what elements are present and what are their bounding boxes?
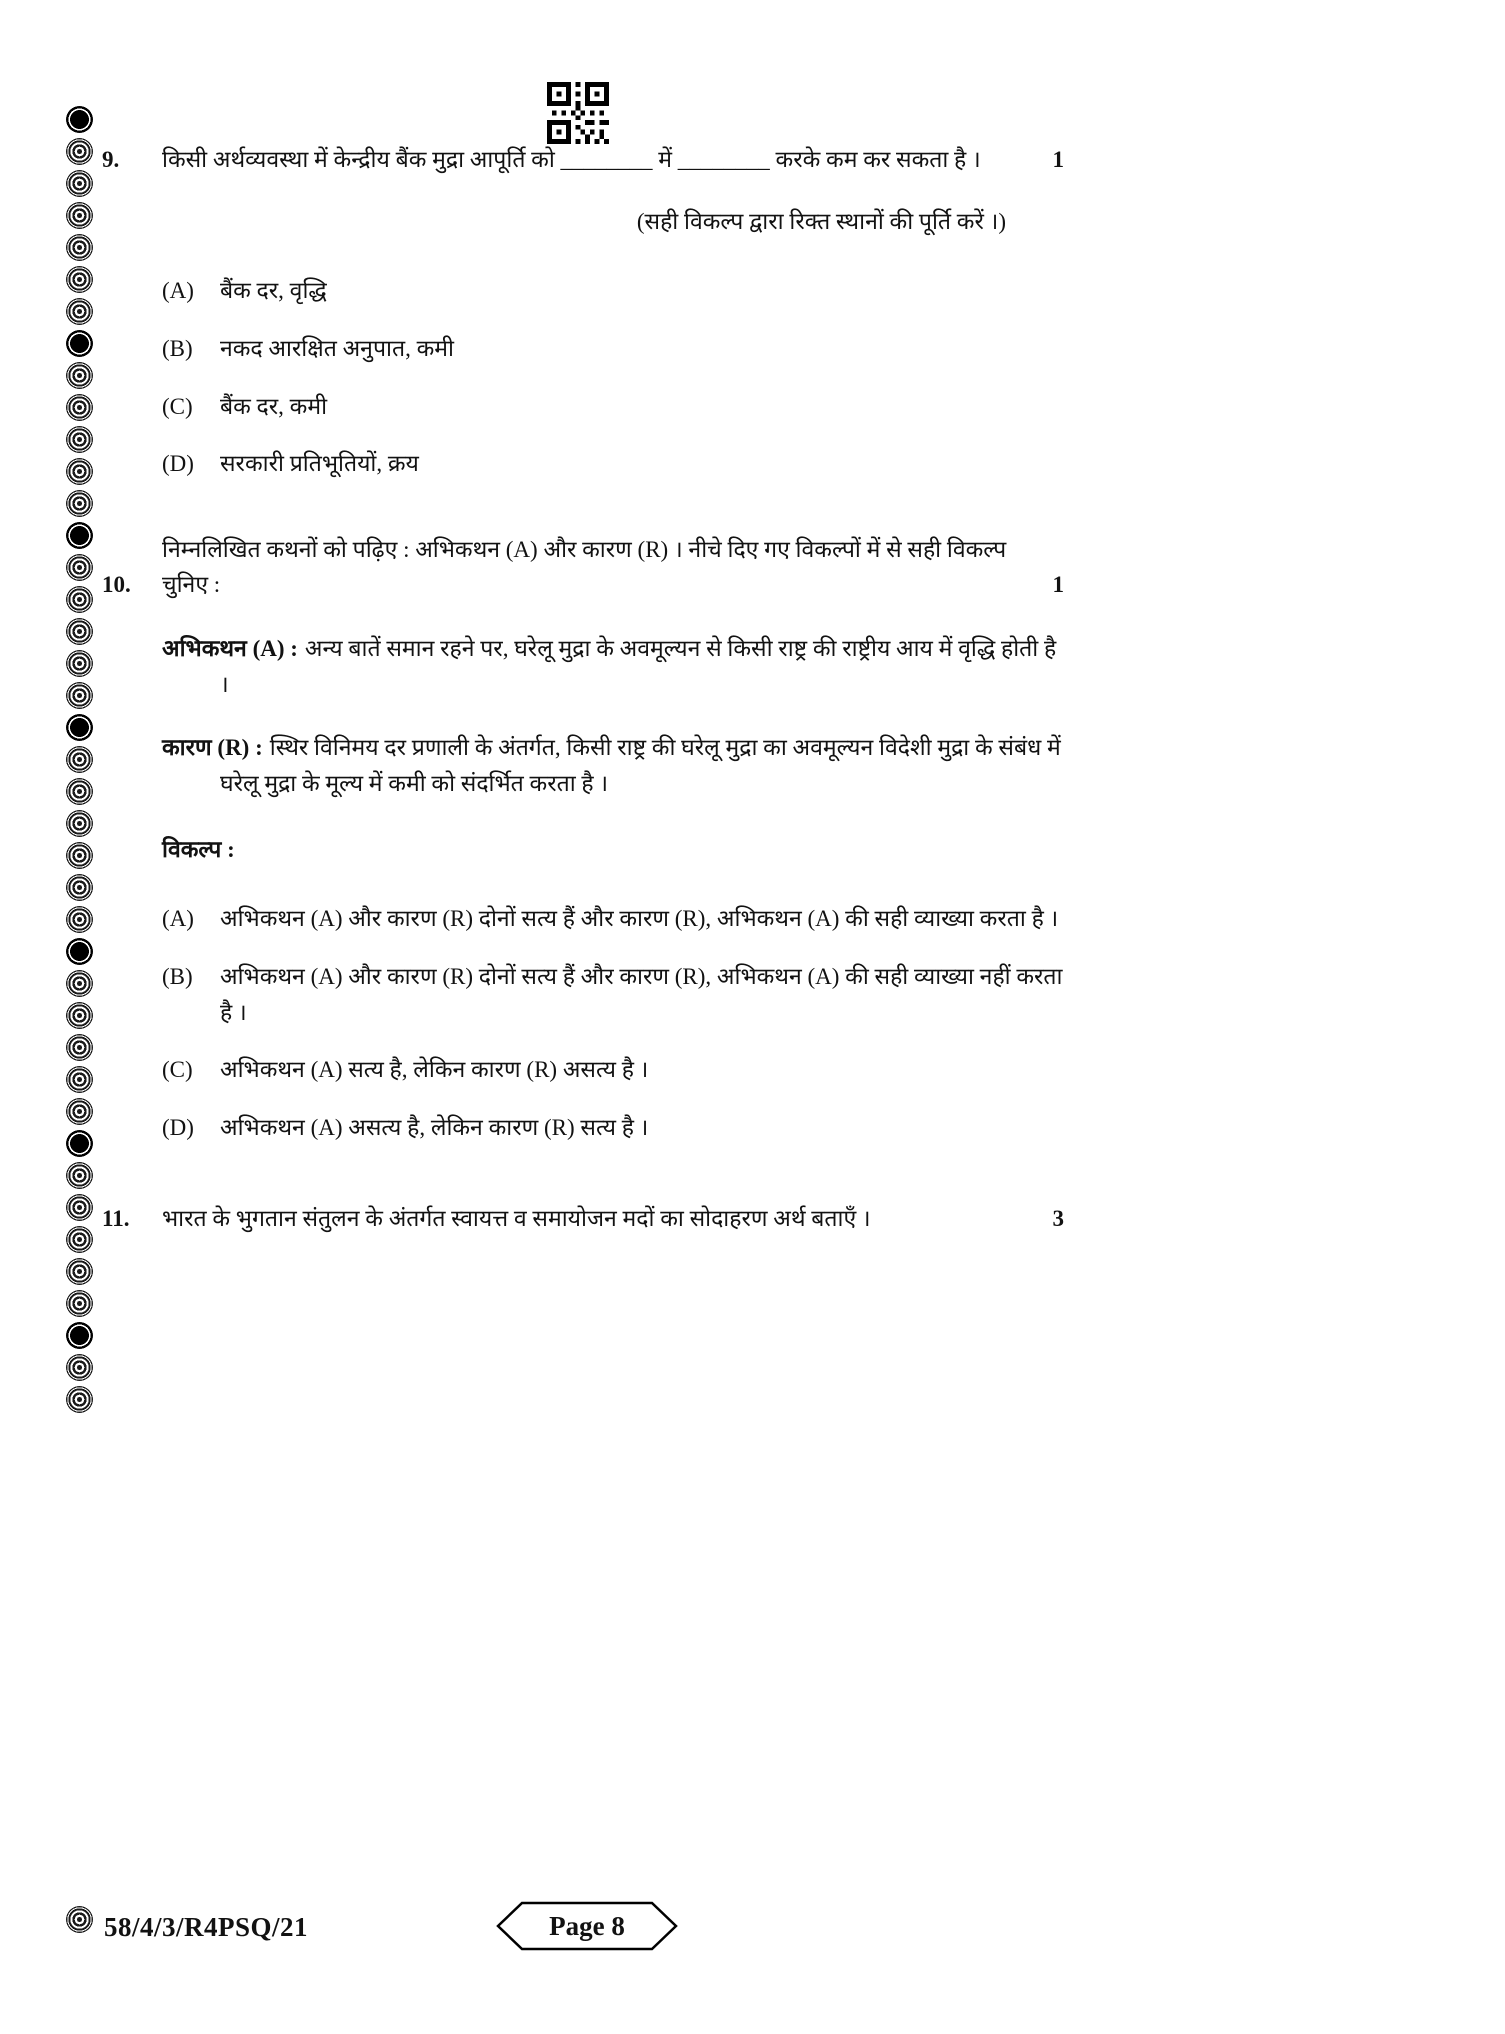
option-text: अभिकथन (A) असत्य है, लेकिन कारण (R) सत्य है । [220, 1114, 649, 1140]
question-10-text: निम्नलिखित कथनों को पढ़िए : अभिकथन (A) और कारण (R) । नीचे दिए गए विकल्पों में से सही विकल्प चुनिए : [162, 536, 1007, 598]
binding-ring [66, 458, 93, 485]
binding-ring [66, 1066, 93, 1093]
assertion-label: अभिकथन (A) : [162, 636, 298, 662]
question-9 [102, 142, 1064, 178]
binding-ring [66, 746, 93, 773]
binding-ring [66, 490, 93, 517]
binding-ring [66, 202, 93, 229]
question-10 [102, 532, 1064, 603]
qr-code-svg [547, 82, 609, 144]
option-row [162, 389, 1064, 425]
page-number-label: Page 8 [549, 1910, 625, 1941]
option-row [162, 901, 1064, 937]
option-text: नकद आरक्षित अनुपात, कमी [220, 335, 454, 361]
reason-statement [162, 730, 1064, 801]
binding-dot-filled [66, 1130, 93, 1157]
option-letter: (A) [162, 906, 194, 932]
assertion-statement [162, 631, 1064, 702]
question-11 [102, 1201, 1064, 1237]
assertion-text: अन्य बातें समान रहने पर, घरेलू मुद्रा के अवमूल्यन से किसी राष्ट्र की राष्ट्रीय आय में वृद्धि होती है । [220, 636, 1057, 697]
option-row [162, 1110, 1064, 1146]
binding-ring [66, 1386, 93, 1413]
binding-ring [66, 810, 93, 837]
question-9-options [102, 273, 1064, 482]
option-row [162, 273, 1064, 309]
question-11-marks: 3 [1052, 1205, 1064, 1231]
binding-ring [66, 1290, 93, 1317]
binding-ring [66, 1354, 93, 1381]
binding-dot-filled [66, 106, 93, 133]
option-text: अभिकथन (A) सत्य है, लेकिन कारण (R) असत्य है । [220, 1057, 649, 1083]
binding-ring [66, 874, 93, 901]
reason-text: स्थिर विनिमय दर प्रणाली के अंतर्गत, किसी राष्ट्र की घरेलू मुद्रा का अवमूल्यन विदेशी मुद्रा के संबंध में घरेलू मुद्रा के मूल्य में कमी को संदर्भित करता है । [220, 735, 1061, 797]
question-9-number: 9. [102, 147, 120, 172]
binding-ring [66, 1098, 93, 1125]
binding-ring [66, 266, 93, 293]
binding-ring [66, 1034, 93, 1061]
question-10-marks: 1 [1052, 572, 1064, 598]
binding-ring [66, 554, 93, 581]
binding-ring [66, 970, 93, 997]
question-10-number: 10. [102, 572, 131, 598]
binding-ring [66, 778, 93, 805]
option-letter: (D) [162, 1114, 194, 1140]
binding-ring [66, 394, 93, 421]
binding-dot-filled [66, 330, 93, 357]
binding-ring [66, 682, 93, 709]
options-heading: विकल्प : [162, 836, 235, 862]
binding-ring [66, 1002, 93, 1029]
binding-dot-filled [66, 522, 93, 549]
binding-ring [66, 170, 93, 197]
question-9-marks: 1 [1052, 147, 1064, 172]
option-text: अभिकथन (A) और कारण (R) दोनों सत्य हैं और कारण (R), अभिकथन (A) की सही व्याख्या नहीं करता है । [220, 963, 1063, 1025]
option-text: अभिकथन (A) और कारण (R) दोनों सत्य हैं और कारण (R), अभिकथन (A) की सही व्याख्या करता है । [220, 906, 1059, 932]
option-row [162, 1052, 1064, 1088]
binding-ring [66, 234, 93, 261]
question-9-text: किसी अर्थव्यवस्था में केन्द्रीय बैंक मुद्रा आपूर्ति को ________ में ________ करके कम कर सकता है । [162, 147, 981, 172]
binding-ring [66, 650, 93, 677]
binding-ring [66, 138, 93, 165]
option-letter: (C) [162, 1057, 193, 1083]
binding-ring [66, 842, 93, 869]
binding-ring [66, 586, 93, 613]
option-text: सरकारी प्रतिभूतियों, क्रय [220, 451, 419, 477]
paper-code: 58/4/3/R4PSQ/21 [104, 1912, 309, 1942]
question-9-instruction-note: (सही विकल्प द्वारा रिक्त स्थानों की पूर्ति करें ।) [636, 208, 1006, 234]
binding-ring [66, 618, 93, 645]
option-letter: (C) [162, 393, 193, 419]
page-number-badge [496, 1901, 678, 1951]
binding-dot-filled [66, 714, 93, 741]
binding-ring [66, 1194, 93, 1221]
binding-ring [66, 1226, 93, 1253]
binding-ring [66, 906, 93, 933]
question-11-text: भारत के भुगतान संतुलन के अंतर्गत स्वायत्त व समायोजन मदों का सोदाहरण अर्थ बताएँ । [162, 1205, 871, 1231]
option-text: बैंक दर, वृद्धि [220, 278, 327, 304]
binding-ring [66, 1162, 93, 1189]
binding-dot-filled [66, 1322, 93, 1349]
spiral-binding-decoration [66, 106, 93, 1413]
binding-ring [66, 298, 93, 325]
qr-code-image [547, 82, 609, 149]
option-letter: (B) [162, 335, 193, 361]
option-letter: (A) [162, 278, 194, 304]
binding-ring [66, 1906, 93, 1933]
binding-ring [66, 426, 93, 453]
option-letter: (B) [162, 963, 193, 989]
option-row [162, 331, 1064, 367]
option-letter: (D) [162, 451, 194, 477]
reason-label: कारण (R) : [162, 735, 263, 761]
binding-ring [66, 1258, 93, 1285]
option-row [162, 959, 1064, 1030]
option-row [162, 446, 1064, 482]
question-10-options [102, 901, 1064, 1145]
option-text: बैंक दर, कमी [220, 393, 328, 419]
question-paper-content [102, 142, 1064, 1236]
binding-dot-filled [66, 938, 93, 965]
question-11-number: 11. [102, 1205, 130, 1231]
binding-ring [66, 362, 93, 389]
